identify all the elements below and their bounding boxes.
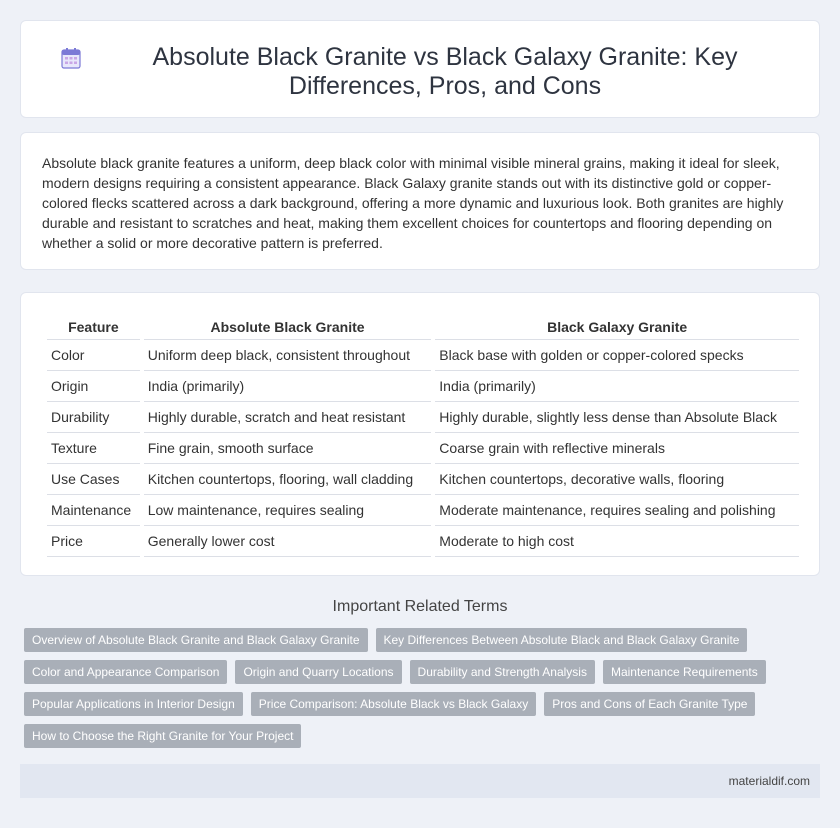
row-absolute-black-value: Highly durable, scratch and heat resistant bbox=[144, 402, 432, 433]
related-term-link[interactable]: Durability and Strength Analysis bbox=[410, 660, 595, 684]
header-card bbox=[20, 20, 820, 118]
related-term-link[interactable]: Key Differences Between Absolute Black and Black Galaxy Granite bbox=[376, 628, 748, 652]
row-feature: Texture bbox=[47, 433, 140, 464]
table-row bbox=[47, 402, 799, 433]
row-feature: Use Cases bbox=[47, 464, 140, 495]
row-feature: Price bbox=[47, 526, 140, 557]
related-term-link[interactable]: Maintenance Requirements bbox=[603, 660, 766, 684]
site-name[interactable]: materialdif.com bbox=[728, 774, 810, 788]
related-term-link[interactable]: Overview of Absolute Black Granite and Black Galaxy Granite bbox=[24, 628, 368, 652]
row-black-galaxy-value: India (primarily) bbox=[435, 371, 799, 402]
row-feature: Origin bbox=[47, 371, 140, 402]
related-terms-tags bbox=[24, 628, 784, 748]
row-absolute-black-value: Generally lower cost bbox=[144, 526, 432, 557]
header-feature: Feature bbox=[47, 315, 140, 340]
row-absolute-black-value: Low maintenance, requires sealing bbox=[144, 495, 432, 526]
row-absolute-black-value: Fine grain, smooth surface bbox=[144, 433, 432, 464]
intro-card bbox=[20, 132, 820, 270]
related-term-link[interactable]: How to Choose the Right Granite for Your Project bbox=[24, 724, 301, 748]
intro-paragraph: Absolute black granite features a uniform, deep black color with minimal visible mineral grains, making it ideal for sleek, modern designs requiring a consistent appearance. Black Galaxy granite stands out with its distinctive gold or copper-colored flecks scattered across a dark background, offering a more dynamic and luxurious look. Both granites are highly durable and resistant to scratches and heat, making them excellent choices for countertops and flooring depending on whether a solid or more decorative pattern is preferred. bbox=[42, 155, 784, 251]
row-black-galaxy-value: Moderate to high cost bbox=[435, 526, 799, 557]
related-term-link[interactable]: Pros and Cons of Each Granite Type bbox=[544, 692, 755, 716]
row-feature: Durability bbox=[47, 402, 140, 433]
row-black-galaxy-value: Coarse grain with reflective minerals bbox=[435, 433, 799, 464]
related-terms-title: Important Related Terms bbox=[332, 598, 508, 615]
row-feature: Color bbox=[47, 340, 140, 371]
table-row bbox=[47, 526, 799, 557]
header-black-galaxy: Black Galaxy Granite bbox=[435, 315, 799, 340]
table-row bbox=[47, 433, 799, 464]
comparison-table-card bbox=[20, 292, 820, 576]
row-black-galaxy-value: Highly durable, slightly less dense than Absolute Black bbox=[435, 402, 799, 433]
related-term-link[interactable]: Price Comparison: Absolute Black vs Black Galaxy bbox=[251, 692, 536, 716]
table-row bbox=[47, 464, 799, 495]
row-black-galaxy-value: Moderate maintenance, requires sealing and polishing bbox=[435, 495, 799, 526]
row-black-galaxy-value: Black base with golden or copper-colored specks bbox=[435, 340, 799, 371]
table-row bbox=[47, 495, 799, 526]
table-row bbox=[47, 371, 799, 402]
row-black-galaxy-value: Kitchen countertops, decorative walls, flooring bbox=[435, 464, 799, 495]
table-icon bbox=[61, 47, 81, 69]
header-absolute-black: Absolute Black Granite bbox=[144, 315, 432, 340]
row-absolute-black-value: Kitchen countertops, flooring, wall cladding bbox=[144, 464, 432, 495]
footer bbox=[20, 764, 820, 798]
row-absolute-black-value: India (primarily) bbox=[144, 371, 432, 402]
page-title: Absolute Black Granite vs Black Galaxy Granite: Key Differences, Pros, and Cons bbox=[152, 43, 738, 100]
comparison-table bbox=[43, 315, 803, 557]
related-term-link[interactable]: Popular Applications in Interior Design bbox=[24, 692, 243, 716]
related-term-link[interactable]: Color and Appearance Comparison bbox=[24, 660, 227, 684]
row-absolute-black-value: Uniform deep black, consistent throughout bbox=[144, 340, 432, 371]
related-term-link[interactable]: Origin and Quarry Locations bbox=[235, 660, 401, 684]
table-row bbox=[47, 340, 799, 371]
row-feature: Maintenance bbox=[47, 495, 140, 526]
table-header-row bbox=[47, 315, 799, 340]
